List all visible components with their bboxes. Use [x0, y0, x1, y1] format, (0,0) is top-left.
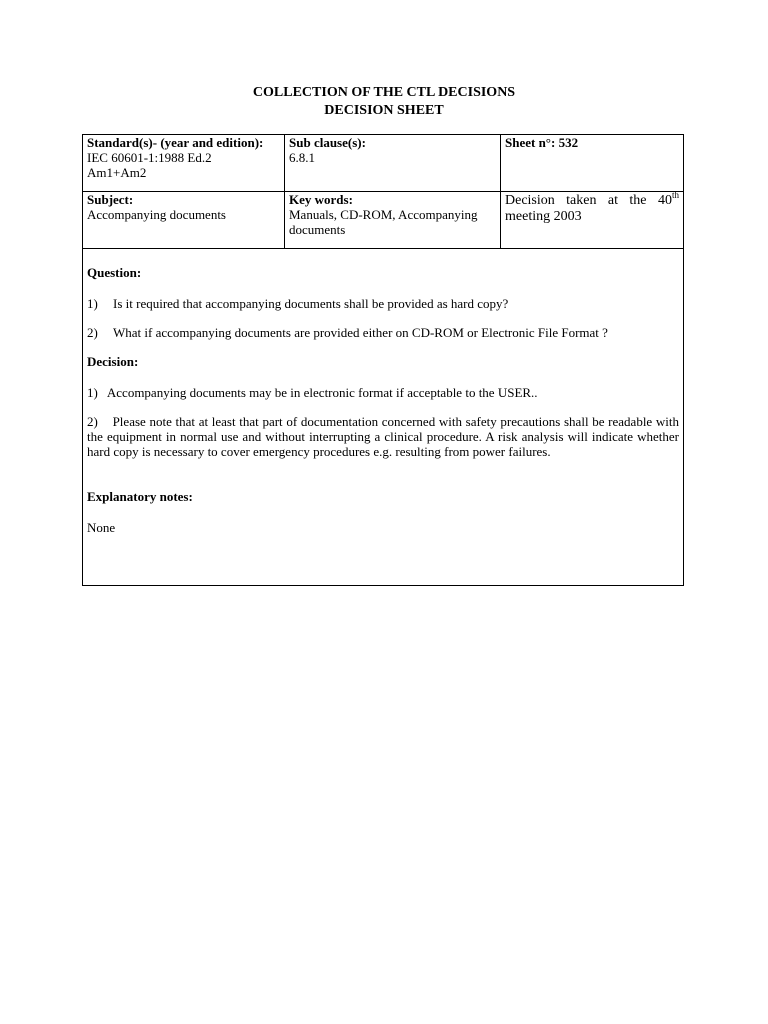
- decision-word-4: the: [629, 193, 647, 208]
- question-text: Is it required that accompanying documents shall be provided as hard copy?: [113, 296, 509, 311]
- decision-word-3: at: [607, 193, 619, 208]
- spacer: [87, 473, 679, 487]
- keywords-value-line-2: documents: [289, 222, 346, 237]
- decision-text: Please note that at least that part of documentation concerned with safety precautions shall be readable with the equipment in normal use and without interrupting a clinical procedure. A risk analysis will indicate whether hard copy is necessary to cover emergency procedures e.g. resulting from power failures.: [87, 414, 679, 459]
- explanatory-notes-value: None: [87, 520, 116, 535]
- question-item: [87, 296, 679, 311]
- title-line-1: COLLECTION OF THE CTL DECISIONS: [252, 85, 516, 100]
- standard-cell: [83, 135, 285, 191]
- decision-body: [83, 249, 683, 535]
- subject-cell: [83, 192, 285, 248]
- question-text: What if accompanying documents are provided either on CD-ROM or Electronic File Format ?: [113, 325, 608, 340]
- question-number: 1): [87, 296, 98, 311]
- explanatory-notes-heading: Explanatory notes:: [87, 489, 193, 504]
- ordinal-suffix: th: [671, 192, 679, 200]
- subclause-label: Sub clause(s):: [289, 135, 366, 150]
- decision-meeting-line-1: [505, 193, 679, 209]
- decision-heading: Decision:: [87, 354, 139, 369]
- decision-meeting-cell: [501, 192, 683, 248]
- decision-number: 1): [87, 385, 98, 400]
- meeting-number: 40: [657, 193, 672, 208]
- keywords-label: Key words:: [289, 192, 353, 207]
- decision-item-2: [87, 414, 679, 459]
- document-title: [0, 84, 768, 120]
- title-line-2: DECISION SHEET: [324, 103, 444, 118]
- table-row-subject: [83, 192, 683, 249]
- decision-text: Accompanying documents may be in electronic format if acceptable to the USER..: [106, 385, 538, 400]
- subject-value: Accompanying documents: [87, 207, 226, 222]
- keywords-value-line-1: Manuals, CD-ROM, Accompanying: [289, 207, 478, 222]
- keywords-cell: [285, 192, 501, 248]
- decision-number: 2): [87, 414, 98, 429]
- subclause-value: 6.8.1: [289, 150, 315, 165]
- subclause-cell: [285, 135, 501, 191]
- standard-label: Standard(s)- (year and edition):: [87, 135, 264, 150]
- table-row-standard: [83, 135, 683, 192]
- decision-item-1: [87, 385, 679, 400]
- question-item: [87, 325, 679, 340]
- subject-label: Subject:: [87, 192, 134, 207]
- decision-sheet-table: [82, 134, 684, 586]
- sheet-number-cell: [501, 135, 683, 191]
- decision-meeting-number: [658, 193, 679, 209]
- question-heading: Question:: [87, 265, 142, 280]
- question-number: 2): [87, 325, 98, 340]
- standard-value-line-2: Am1+Am2: [87, 165, 147, 180]
- standard-value-line-1: IEC 60601-1:1988 Ed.2: [87, 150, 212, 165]
- decision-word-2: taken: [566, 193, 597, 208]
- decision-meeting-line-2: meeting 2003: [505, 209, 582, 224]
- decision-word-1: Decision: [505, 193, 555, 208]
- sheet-number: Sheet n°: 532: [505, 135, 579, 150]
